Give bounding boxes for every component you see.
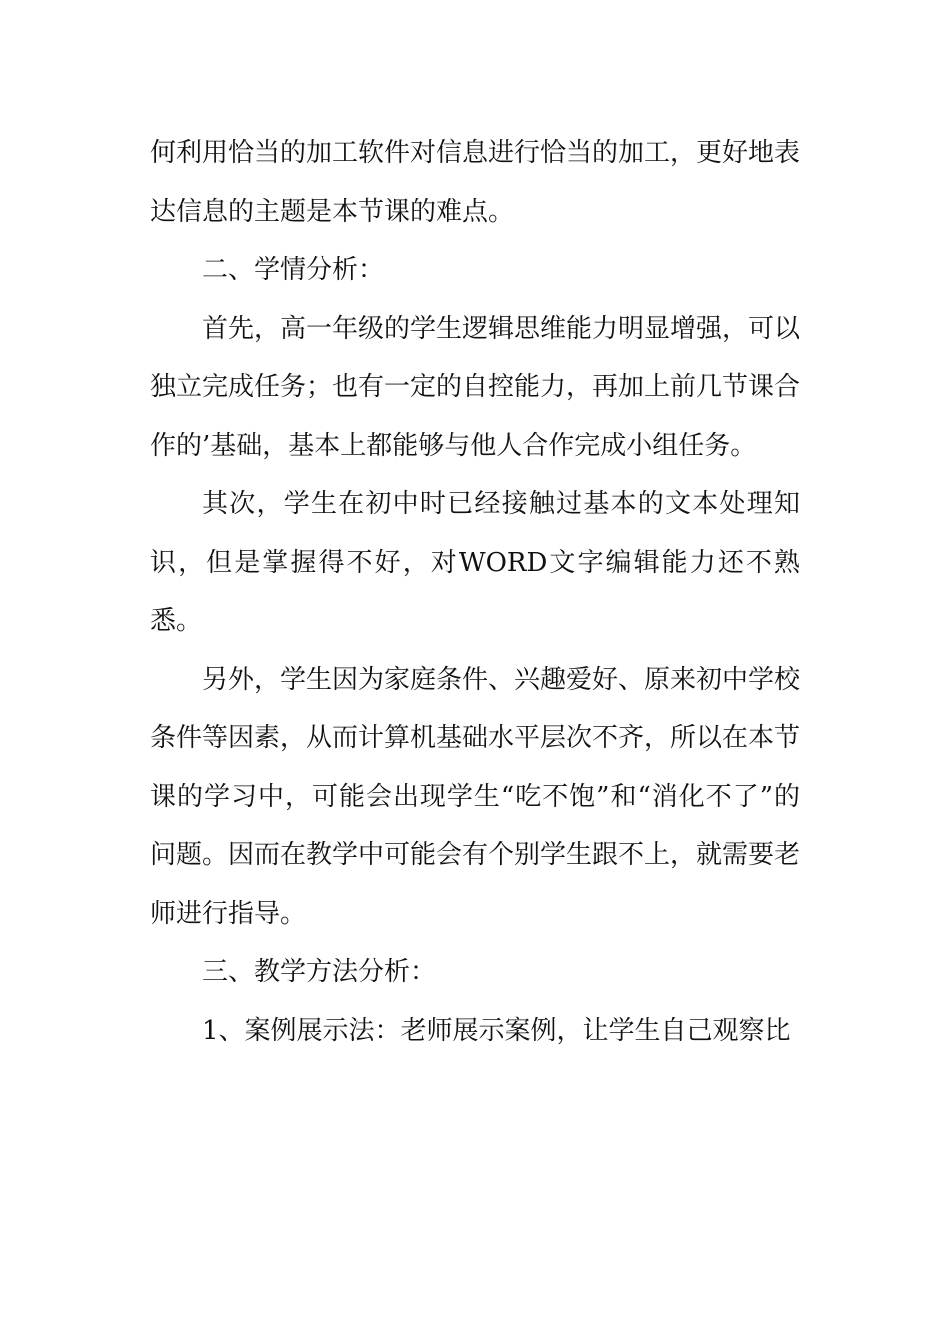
paragraph-second-point: 其次，学生在初中时已经接触过基本的文本处理知识，但是掌握得不好，对WORD文字编辑能力还不熟悉。 [150, 489, 800, 636]
paragraph-third-point: 另外，学生因为家庭条件、兴趣爱好、原来初中学校条件等因素，从而计算机基础水平层次不齐，所以在本节课的学习中，可能会出现学生“吃不饱”和“消化不了”的问题。因而在教学中可能会有个别学生跟不上，就需要老师进行指导。 [150, 664, 801, 929]
paragraph-difficulty-continued: 何利用恰当的加工软件对信息进行恰当的加工，更好地表达信息的主题是本节课的难点。 [150, 138, 801, 227]
document-body [150, 124, 800, 1060]
heading-teaching-method-analysis: 三、教学方法分析： [202, 957, 437, 987]
paragraph-case-demonstration: 1、案例展示法：老师展示案例，让学生自己观察比 [202, 1015, 791, 1046]
paragraph-first-point: 首先，高一年级的学生逻辑思维能力明显增强，可以独立完成任务；也有一定的自控能力，再加上前几节课合作的’基础，基本上都能够与他人合作完成小组任务。 [150, 313, 801, 461]
heading-student-analysis: 二、学情分析： [202, 255, 385, 285]
